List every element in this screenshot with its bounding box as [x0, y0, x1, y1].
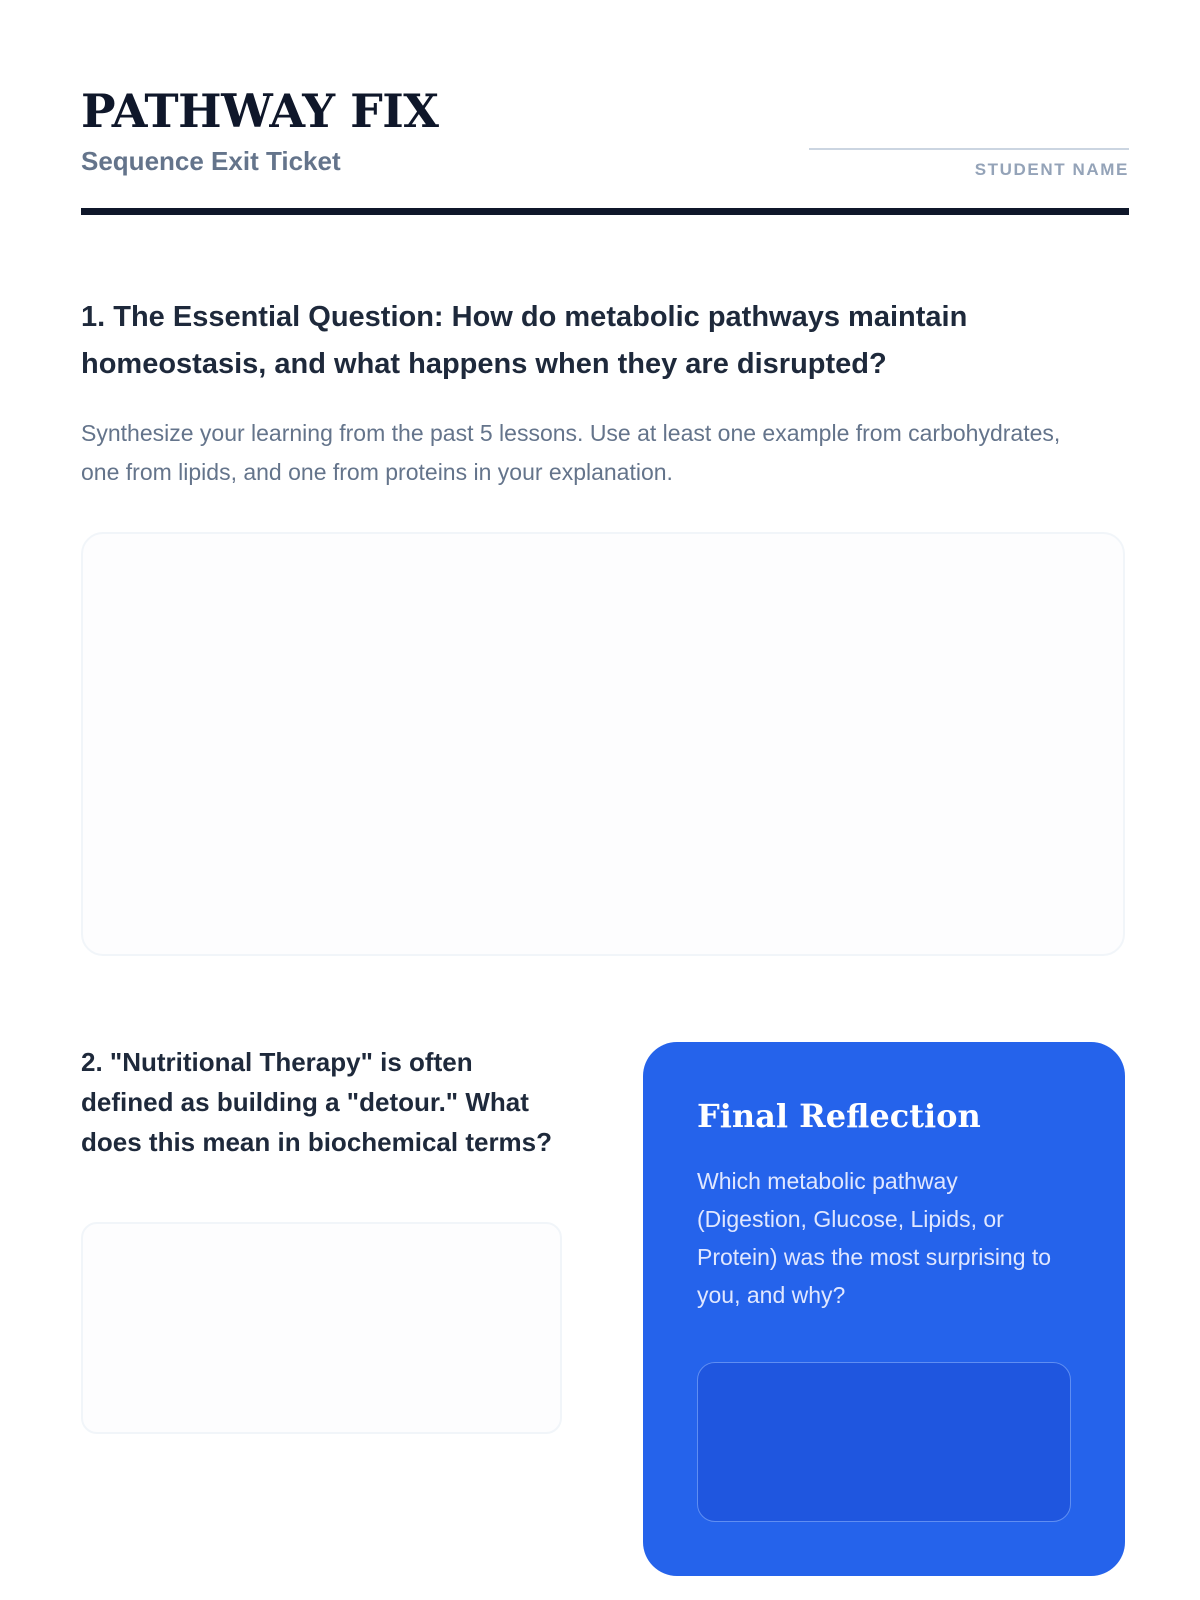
header — [81, 80, 1129, 216]
student-name-label: STUDENT NAME — [974, 160, 1129, 179]
student-name-line[interactable] — [809, 148, 1129, 150]
final-reflection-card — [643, 1042, 1125, 1576]
question-1-heading: 1. The Essential Question: How do metabolic pathways maintain homeostasis, and what happens when they are disrupted? — [81, 301, 968, 380]
page-subtitle: Sequence Exit Ticket — [81, 146, 341, 176]
question-2-answer-box[interactable] — [81, 1222, 562, 1434]
student-name-field[interactable] — [809, 148, 1129, 188]
question-1-answer-box[interactable] — [81, 532, 1125, 956]
question-2-heading: 2. "Nutritional Therapy" is often defined as building a "detour." What does this mean in biochemical terms? — [81, 1047, 553, 1157]
final-reflection-title: Final Reflection — [697, 1097, 981, 1135]
page-title: PATHWAY FIX — [81, 84, 439, 138]
final-reflection-prompt: Which metabolic pathway (Digestion, Glucose, Lipids, or Protein) was the most surprising to you, and why? — [697, 1168, 1052, 1308]
exit-ticket-page — [81, 0, 1129, 1600]
final-reflection-answer-box[interactable] — [697, 1362, 1071, 1522]
header-divider — [81, 208, 1129, 215]
question-1-instructions: Synthesize your learning from the past 5 lessons. Use at least one example from carbohydrates, one from lipids, and one from proteins in your explanation. — [81, 420, 1061, 485]
